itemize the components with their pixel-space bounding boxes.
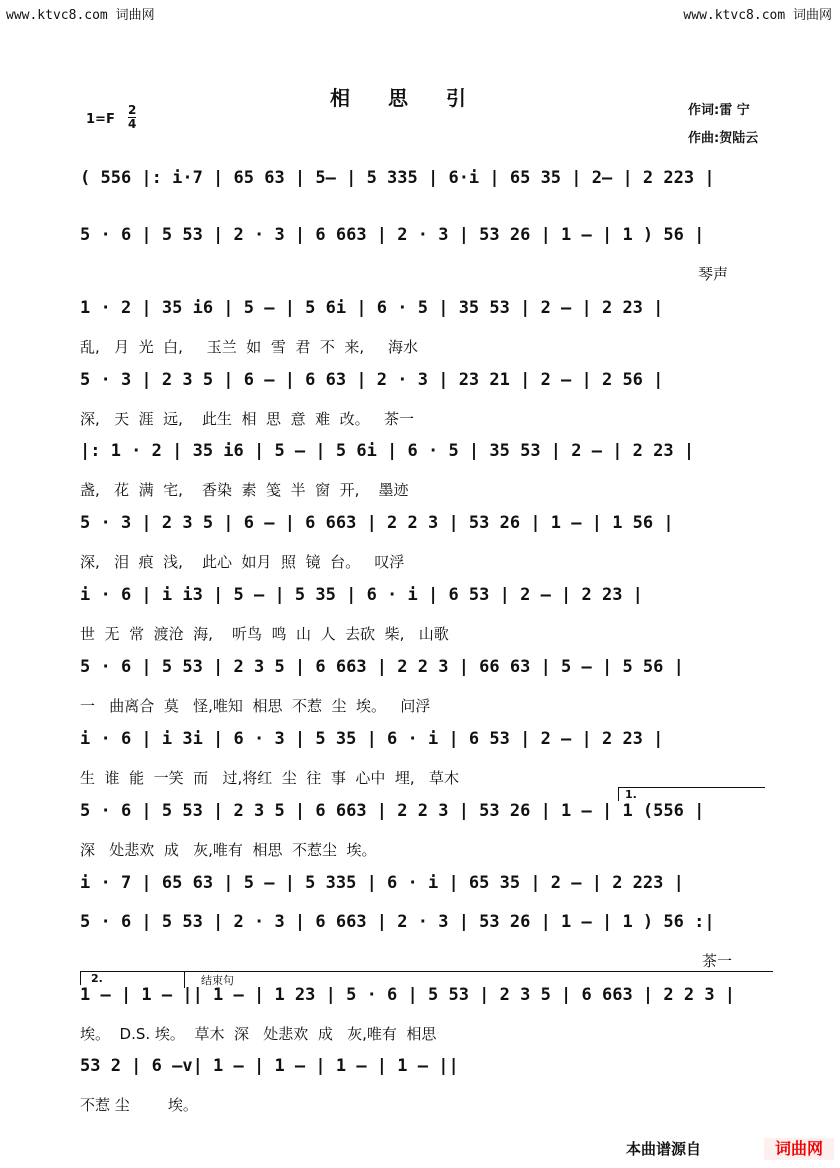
- notation: i · 7 | 65 63 | 5 — | 5 335 | 6 · i | 65 35 | 2 — | 2 223 |: [80, 873, 684, 893]
- site-watermark-left: www.ktvc8.com 词曲网: [6, 8, 155, 23]
- score-row-3: [80, 298, 760, 370]
- lyric-line: 琴声: [698, 265, 729, 283]
- lyric-line: 一 曲离合 莫 怪,唯知 相思 不惹 尘 埃。 问浮: [80, 697, 431, 715]
- notation: 5 · 3 | 2 3 5 | 6 — | 6 663 | 2 2 3 | 53 26 | 1 — | 1 56 |: [80, 513, 674, 533]
- song-title: 相思引: [330, 86, 504, 110]
- notation: 5 · 6 | 5 53 | 2 · 3 | 6 663 | 2 · 3 | 53 26 | 1 — | 1 ) 56 :|: [80, 912, 715, 932]
- lyric-line: 茶一: [702, 952, 733, 970]
- lyric-line: 不惹 尘 埃。: [80, 1096, 198, 1114]
- notation: ( 556 |: i·7 | 65 63 | 5— | 5 335 | 6·i | 65 35 | 2— | 2 223 |: [80, 168, 715, 188]
- notation: |: 1 · 2 | 35 i6 | 5 — | 5 6i | 6 · 5 | 35 53 | 2 — | 2 23 |: [80, 441, 695, 461]
- notation: 5 · 3 | 2 3 5 | 6 — | 6 63 | 2 · 3 | 23 21 | 2 — | 2 56 |: [80, 370, 664, 390]
- notation: 53 2 | 6 —v| 1 — | 1 — | 1 — | 1 — ||: [80, 1056, 459, 1076]
- notation: 5 · 6 | 5 53 | 2 3 5 | 6 663 | 2 2 3 | 66 63 | 5 — | 5 56 |: [80, 657, 684, 677]
- score-row-8: [80, 657, 760, 729]
- time-signature-bottom: 4: [128, 117, 137, 131]
- site-watermark-right: www.ktvc8.com 词曲网: [683, 8, 832, 23]
- score-row-2: [80, 225, 760, 297]
- lyric-line: 埃。 D.S. 埃。 草木 深 处悲欢 成 灰,唯有 相思: [80, 1025, 437, 1043]
- lyric-line: 生 谁 能 一笑 而 过,将红 尘 往 事 心中 埋, 草木: [80, 769, 459, 787]
- lyric-line: 世 无 常 渡沧 海, 听鸟 鸣 山 人 去砍 柴, 山歌: [80, 625, 449, 643]
- notation: 1 — | 1 — || 1 — | 1 23 | 5 · 6 | 5 53 | 2 3 5 | 6 663 | 2 2 3 |: [80, 985, 736, 1005]
- site-logo: 词曲网: [764, 1138, 834, 1160]
- score-row-4: [80, 370, 760, 442]
- lyricist-credit: 作词:雷 宁: [688, 103, 750, 118]
- time-signature-top: 2: [128, 103, 137, 117]
- score-row-6: [80, 513, 760, 585]
- lyric-line: 乱, 月 光 白, 玉兰 如 雪 君 不 来, 海水: [80, 338, 419, 356]
- lyric-line: 深, 泪 痕 浅, 此心 如月 照 镜 台。 叹浮: [80, 553, 405, 571]
- score-row-14: [80, 1056, 760, 1128]
- lyric-line: 深 处悲欢 成 灰,唯有 相思 不惹尘 埃。: [80, 841, 377, 859]
- lyric-line: 深, 天 涯 远, 此生 相 思 意 难 改。 茶一: [80, 410, 414, 428]
- volta-1-marker: 1.: [618, 787, 765, 801]
- notation: 1 · 2 | 35 i6 | 5 — | 5 6i | 6 · 5 | 35 53 | 2 — | 2 23 |: [80, 298, 664, 318]
- composer-credit: 作曲:贺陆云: [688, 131, 759, 146]
- lyric-line: 盏, 花 满 宅, 香染 素 笺 半 窗 开, 墨迹: [80, 481, 409, 499]
- score-row-5: [80, 441, 760, 513]
- key-signature: 1=F: [86, 112, 115, 127]
- source-caption: 本曲谱源自: [626, 1140, 702, 1158]
- notation: i · 6 | i 3i | 6 · 3 | 5 35 | 6 · i | 6 53 | 2 — | 2 23 |: [80, 729, 664, 749]
- volta-2-marker: 2.: [80, 971, 187, 985]
- notation: 5 · 6 | 5 53 | 2 3 5 | 6 663 | 2 2 3 | 53 26 | 1 — | 1 (556 |: [80, 801, 705, 821]
- score-row-7: [80, 585, 760, 657]
- score-row-13: [80, 972, 760, 1057]
- notation: i · 6 | i i3 | 5 — | 5 35 | 6 · i | 6 53 | 2 — | 2 23 |: [80, 585, 643, 605]
- notation: 5 · 6 | 5 53 | 2 · 3 | 6 663 | 2 · 3 | 53 26 | 1 — | 1 ) 56 |: [80, 225, 705, 245]
- score-row-10: [80, 788, 760, 873]
- ending-marker: 结束句: [184, 971, 773, 988]
- time-signature: [128, 104, 136, 131]
